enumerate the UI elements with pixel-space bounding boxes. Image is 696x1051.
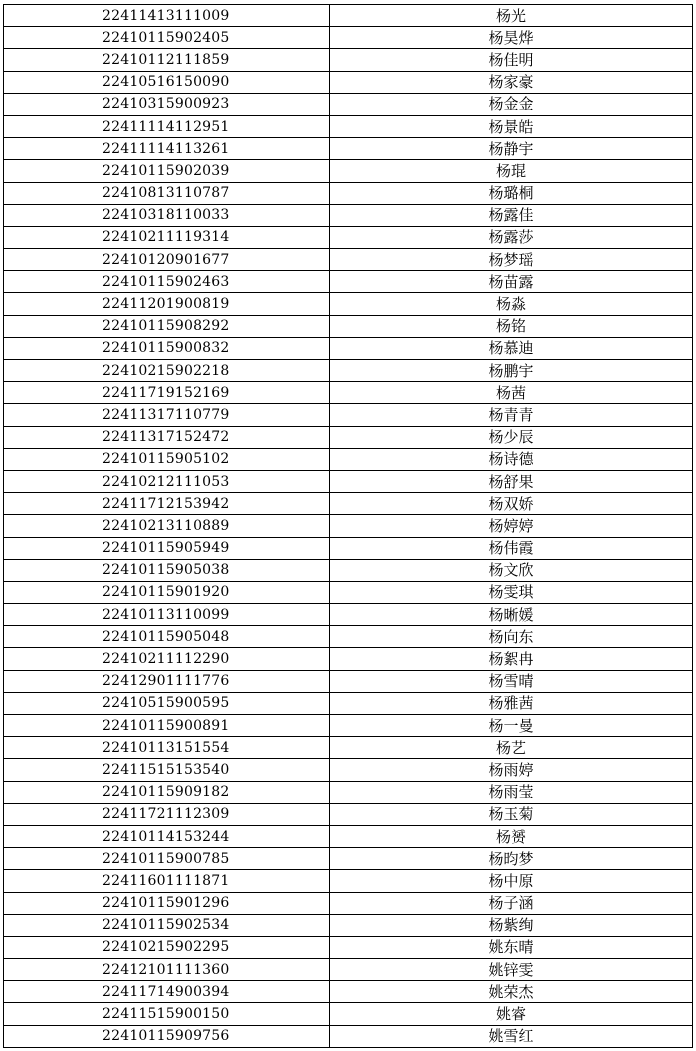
student-name-cell: 杨家豪 [330,71,693,93]
table-row [4,293,693,315]
student-id-cell: 22410115902405 [4,27,330,49]
table-row [4,1003,693,1025]
table-row [4,448,693,470]
table-row [4,404,693,426]
table-row [4,337,693,359]
table-row [4,537,693,559]
student-name-cell: 姚睿 [330,1003,693,1025]
table-row [4,981,693,1003]
student-id-cell: 22410115905038 [4,559,330,581]
student-name-cell: 姚荣杰 [330,981,693,1003]
student-name-cell: 杨艺 [330,737,693,759]
student-id-cell: 22410115905102 [4,448,330,470]
student-id-cell: 22411714900394 [4,981,330,1003]
table-row [4,581,693,603]
table-row [4,892,693,914]
student-id-cell: 22411515153540 [4,759,330,781]
student-name-cell: 杨紫绚 [330,914,693,936]
student-id-cell: 22410115908292 [4,315,330,337]
student-id-cell: 22410515900595 [4,692,330,714]
table-row [4,204,693,226]
student-id-cell: 22411712153942 [4,493,330,515]
student-name-cell: 杨昊烨 [330,27,693,49]
student-id-cell: 22410215902295 [4,936,330,958]
student-id-cell: 22410813110787 [4,182,330,204]
student-id-cell: 22411515900150 [4,1003,330,1025]
student-id-cell: 22411413111009 [4,5,330,27]
student-name-cell: 杨佳明 [330,49,693,71]
student-name-cell: 杨雨婷 [330,759,693,781]
student-id-cell: 22411317152472 [4,426,330,448]
student-id-cell: 22410115905048 [4,626,330,648]
student-name-cell: 杨铭 [330,315,693,337]
table-row [4,470,693,492]
student-id-cell: 22410114153244 [4,825,330,847]
table-row [4,93,693,115]
student-name-cell: 杨慕迪 [330,337,693,359]
student-name-cell: 杨文欣 [330,559,693,581]
student-name-cell: 杨淼 [330,293,693,315]
table-row [4,315,693,337]
student-name-cell: 杨鹏宇 [330,360,693,382]
table-row [4,759,693,781]
student-id-cell: 22410212111053 [4,470,330,492]
student-name-cell: 杨青青 [330,404,693,426]
table-row [4,27,693,49]
table-row [4,648,693,670]
student-id-cell: 22410318110033 [4,204,330,226]
table-row [4,49,693,71]
student-name-cell: 杨雪晴 [330,670,693,692]
student-id-cell: 22410112111859 [4,49,330,71]
student-id-cell: 22410115902039 [4,160,330,182]
student-name-cell: 杨婷婷 [330,515,693,537]
table-row [4,160,693,182]
roster-table [3,4,693,1048]
student-name-cell: 姚雪红 [330,1025,693,1047]
table-row [4,71,693,93]
table-row [4,360,693,382]
student-id-cell: 22410315900923 [4,93,330,115]
student-id-cell: 22412901111776 [4,670,330,692]
student-id-cell: 22410115905949 [4,537,330,559]
table-row [4,182,693,204]
student-id-cell: 22411201900819 [4,293,330,315]
student-name-cell: 杨金金 [330,93,693,115]
student-id-cell: 22410213110889 [4,515,330,537]
student-name-cell: 杨少辰 [330,426,693,448]
student-name-cell: 杨双娇 [330,493,693,515]
table-row [4,515,693,537]
student-name-cell: 杨光 [330,5,693,27]
table-row [4,825,693,847]
table-row [4,870,693,892]
student-id-cell: 22410115901296 [4,892,330,914]
table-row [4,781,693,803]
student-id-cell: 22411719152169 [4,382,330,404]
student-id-cell: 22410115900832 [4,337,330,359]
student-name-cell: 姚东晴 [330,936,693,958]
student-id-cell: 22411114112951 [4,115,330,137]
student-name-cell: 杨诗德 [330,448,693,470]
table-row [4,115,693,137]
student-id-cell: 22410115900891 [4,715,330,737]
student-id-cell: 22410115901920 [4,581,330,603]
table-row [4,271,693,293]
table-row [4,249,693,271]
student-name-cell: 杨昀梦 [330,848,693,870]
student-id-cell: 22411317110779 [4,404,330,426]
table-row [4,848,693,870]
student-name-cell: 杨一曼 [330,715,693,737]
table-row [4,5,693,27]
table-row [4,914,693,936]
table-row [4,493,693,515]
student-name-cell: 杨雅茜 [330,692,693,714]
table-row [4,715,693,737]
table-row [4,226,693,248]
student-name-cell: 杨茜 [330,382,693,404]
table-row [4,382,693,404]
student-name-cell: 杨絮冉 [330,648,693,670]
student-name-cell: 杨雯琪 [330,581,693,603]
student-id-cell: 22411601111871 [4,870,330,892]
student-name-cell: 杨玉菊 [330,803,693,825]
table-row [4,959,693,981]
table-row [4,670,693,692]
student-id-cell: 22411721112309 [4,803,330,825]
student-id-cell: 22410211112290 [4,648,330,670]
student-name-cell: 杨景皓 [330,115,693,137]
student-id-cell: 22410115902463 [4,271,330,293]
student-id-cell: 22410215902218 [4,360,330,382]
student-id-cell: 22410211119314 [4,226,330,248]
table-row [4,692,693,714]
table-row [4,936,693,958]
student-name-cell: 杨赟 [330,825,693,847]
table-row [4,426,693,448]
student-name-cell: 杨露佳 [330,204,693,226]
student-id-cell: 22410120901677 [4,249,330,271]
student-id-cell: 22410115902534 [4,914,330,936]
student-name-cell: 杨苗露 [330,271,693,293]
student-name-cell: 杨静宇 [330,138,693,160]
table-row [4,626,693,648]
student-id-cell: 22411114113261 [4,138,330,160]
student-id-cell: 22410115909182 [4,781,330,803]
student-name-cell: 杨晰媛 [330,604,693,626]
student-name-cell: 杨琨 [330,160,693,182]
student-name-cell: 杨舒果 [330,470,693,492]
student-id-cell: 22410113110099 [4,604,330,626]
student-id-cell: 22410115900785 [4,848,330,870]
student-name-cell: 杨伟霞 [330,537,693,559]
student-name-cell: 姚锌雯 [330,959,693,981]
student-id-cell: 22412101111360 [4,959,330,981]
student-name-cell: 杨梦瑶 [330,249,693,271]
table-row [4,737,693,759]
student-name-cell: 杨璐桐 [330,182,693,204]
student-name-cell: 杨向东 [330,626,693,648]
table-row [4,1025,693,1047]
roster-body [4,5,693,1048]
student-name-cell: 杨中原 [330,870,693,892]
student-id-cell: 22410113151554 [4,737,330,759]
table-row [4,803,693,825]
table-row [4,138,693,160]
student-id-cell: 22410516150090 [4,71,330,93]
student-name-cell: 杨子涵 [330,892,693,914]
student-name-cell: 杨露莎 [330,226,693,248]
table-row [4,604,693,626]
student-name-cell: 杨雨莹 [330,781,693,803]
table-row [4,559,693,581]
student-id-cell: 22410115909756 [4,1025,330,1047]
